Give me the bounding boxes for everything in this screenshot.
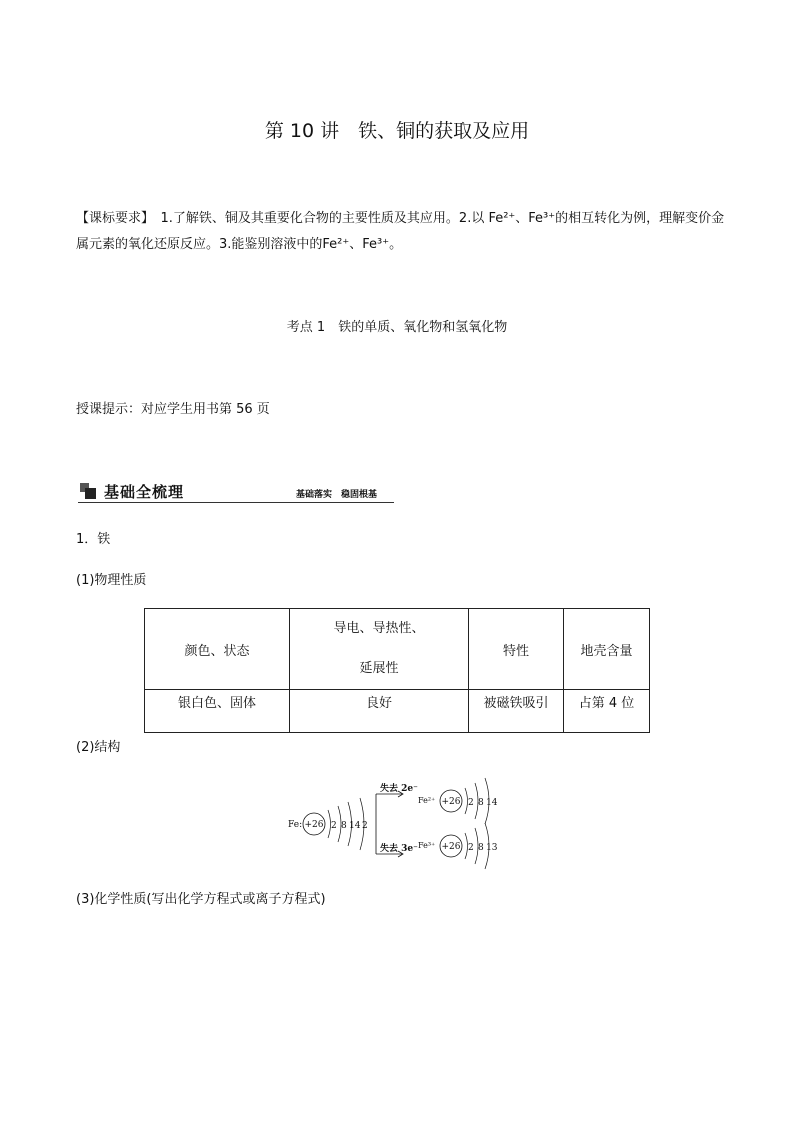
section-iron: 1．铁: [76, 532, 111, 547]
physical-properties-table: [144, 608, 650, 733]
shell-count: 8: [478, 843, 484, 853]
shell-count: 8: [341, 821, 347, 831]
table-header-cell: 颜色、状态: [145, 609, 290, 690]
table-header-row: [145, 609, 650, 690]
shell-count: 14: [486, 798, 498, 808]
teaching-hint: 授课提示：对应学生用书第 56 页: [76, 402, 270, 417]
table-cell: 被磁铁吸引: [469, 690, 564, 733]
shell-count: 2: [468, 798, 474, 808]
nucleus-charge: +26: [304, 820, 324, 830]
electron-configuration-diagram: [280, 770, 510, 870]
requirements-paragraph: [76, 206, 736, 258]
shell-count: 2: [362, 821, 368, 831]
nucleus-charge: +26: [441, 797, 461, 807]
subsection-chemical-properties: (3)化学性质(写出化学方程式或离子方程式): [76, 892, 326, 907]
header-line: 延展性: [359, 661, 399, 676]
shell-count: 2: [468, 843, 474, 853]
shell-count: 14: [349, 821, 361, 831]
banner-subtitle: 基础落实 稳固根基: [296, 490, 378, 500]
banner-square-icon: [80, 483, 96, 499]
table-cell: 占第 4 位: [564, 690, 650, 733]
table-header-cell: 特性: [469, 609, 564, 690]
section-heading-kaodian: 考点 1 铁的单质、氧化物和氢氧化物: [286, 320, 508, 335]
table-row: [145, 690, 650, 733]
subsection-physical-properties: (1)物理性质: [76, 573, 147, 588]
requirements-text: 1.了解铁、铜及其重要化合物的主要性质及其应用。2.以 Fe²⁺、Fe³⁺的相互转化为例，理解变价金属元素的氧化还原反应。3.能鉴别溶液中的Fe²⁺、Fe³⁺。: [76, 211, 725, 252]
ion3-label: Fe³⁺: [418, 841, 436, 850]
table-header-cell: 地壳含量: [564, 609, 650, 690]
table-cell: 良好: [290, 690, 469, 733]
lose-3e-label: 失去 3e⁻: [380, 844, 418, 854]
atom-label: Fe:: [288, 820, 303, 830]
table-cell: 银白色、固体: [145, 690, 290, 733]
subsection-structure: (2)结构: [76, 740, 121, 755]
shell-count: 13: [486, 843, 498, 853]
banner-title: 基础全梳理: [104, 483, 185, 501]
header-line: 导电、导热性、: [333, 621, 425, 636]
section-banner: [78, 480, 394, 503]
shell-count: 8: [478, 798, 484, 808]
requirements-tag: 【课标要求】: [76, 211, 148, 226]
ion2-label: Fe²⁺: [418, 796, 436, 805]
page-title: 第 10 讲 铁、铜的获取及应用: [264, 120, 530, 142]
lose-2e-label: 失去 2e⁻: [380, 784, 418, 794]
table-header-cell: [290, 609, 469, 690]
shell-count: 2: [331, 821, 337, 831]
nucleus-charge: +26: [441, 842, 461, 852]
